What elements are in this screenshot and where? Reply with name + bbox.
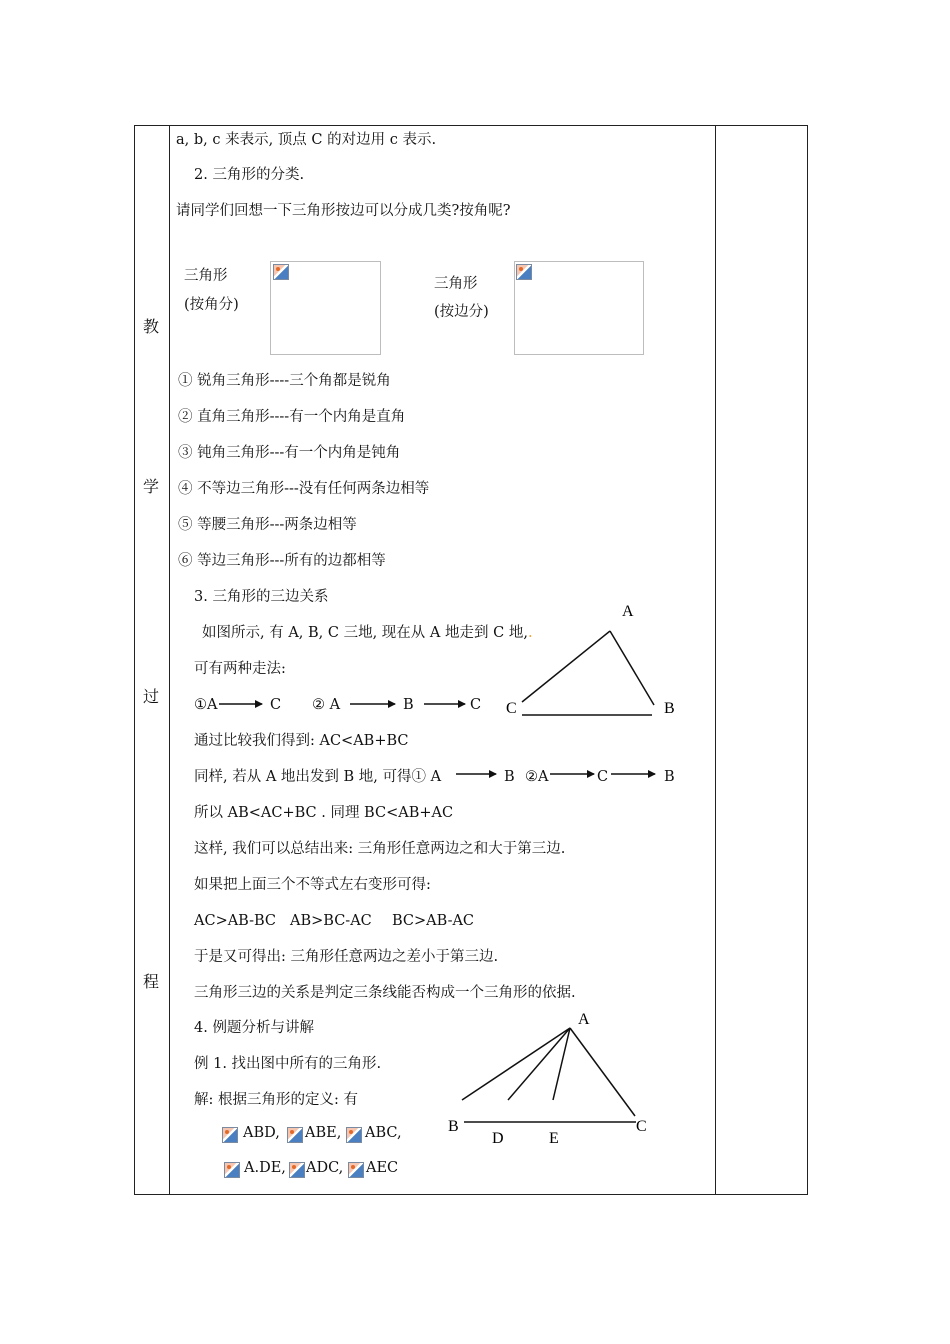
example-figure bbox=[440, 1008, 660, 1158]
paragraph: 所以 AB<AC+BC . 同理 BC<AB+AC bbox=[194, 805, 454, 821]
paragraph: 可有两种走法: bbox=[194, 661, 286, 677]
box-title: 三角形 bbox=[184, 268, 228, 284]
label-c: C bbox=[636, 1118, 647, 1135]
broken-image-icon bbox=[346, 1127, 362, 1143]
answer-triangle: ABE, bbox=[305, 1125, 342, 1141]
label-a: A bbox=[578, 1011, 590, 1028]
route-start: ② A bbox=[312, 697, 341, 713]
label-b: B bbox=[664, 700, 675, 717]
paragraph: 于是又可得出: 三角形任意两边之差小于第三边. bbox=[194, 949, 499, 965]
classification-item: ④ 不等边三角形---没有任何两条边相等 bbox=[178, 481, 430, 497]
classification-item: ⑥ 等边三角形---所有的边都相等 bbox=[178, 553, 386, 569]
box-subtitle: (按边分) bbox=[434, 304, 489, 320]
column-char-guo: 过 bbox=[143, 687, 160, 706]
route-end: C bbox=[470, 697, 482, 713]
triangle-figure bbox=[500, 598, 690, 724]
broken-image-icon bbox=[289, 1162, 305, 1178]
classification-item: ① 锐角三角形----三个角都是锐角 bbox=[178, 373, 391, 389]
classification-item: ② 直角三角形----有一个内角是直角 bbox=[178, 409, 406, 425]
label-b: B bbox=[448, 1118, 459, 1135]
segment-ab bbox=[462, 1028, 570, 1100]
section-heading-side-relation: 3. 三角形的三边关系 bbox=[194, 589, 329, 605]
label-d: D bbox=[492, 1130, 504, 1147]
broken-image-icon bbox=[348, 1162, 364, 1178]
broken-image-icon bbox=[287, 1127, 303, 1143]
route-start: ①A bbox=[194, 697, 218, 713]
answer-triangle: ABD, bbox=[243, 1125, 280, 1141]
inequality: AB>BC-AC bbox=[290, 913, 372, 929]
answer-triangle: ADC, bbox=[306, 1160, 344, 1176]
paragraph: 通过比较我们得到: AC<AB+BC bbox=[194, 733, 409, 749]
answer-triangle: A.DE, bbox=[244, 1160, 286, 1176]
column-char-xue: 学 bbox=[143, 477, 160, 496]
text-line: a, b, c 来表示, 顶点 C 的对边用 c 表示. bbox=[176, 132, 437, 148]
column-char-jiao: 教 bbox=[143, 317, 160, 336]
broken-image-icon bbox=[222, 1127, 238, 1143]
label-c: C bbox=[506, 700, 517, 717]
question-text: 请同学们回想一下三角形按边可以分成几类?按角呢? bbox=[176, 203, 511, 219]
route-mid: B bbox=[403, 697, 414, 713]
classification-item: ⑤ 等腰三角形---两条边相等 bbox=[178, 517, 357, 533]
paragraph: 同样, 若从 A 地出发到 B 地, 可得① A bbox=[194, 769, 442, 785]
paragraph: 如果把上面三个不等式左右变形可得: bbox=[194, 877, 431, 893]
paragraph: 这样, 我们可以总结出来: 三角形任意两边之和大于第三边. bbox=[194, 841, 566, 857]
route-start: ②A bbox=[525, 769, 549, 785]
label-a: A bbox=[622, 603, 634, 620]
route-end: B bbox=[664, 769, 675, 785]
label-e: E bbox=[549, 1130, 559, 1147]
route-end: C bbox=[270, 697, 282, 713]
section-heading-classification: 2. 三角形的分类. bbox=[194, 167, 305, 183]
inequality: BC>AB-AC bbox=[392, 913, 475, 929]
paragraph-text: 如图所示, 有 A, B, C 三地, 现在从 A 地走到 C 地, bbox=[202, 625, 528, 641]
answer-triangle: AEC bbox=[366, 1160, 399, 1176]
classification-item: ③ 钝角三角形---有一个内角是钝角 bbox=[178, 445, 401, 461]
example-question: 例 1. 找出图中所有的三角形. bbox=[194, 1056, 382, 1072]
box-title: 三角形 bbox=[434, 276, 478, 292]
example-answer: 解: 根据三角形的定义: 有 bbox=[194, 1092, 358, 1108]
paragraph: 三角形三边的关系是判定三条线能否构成一个三角形的依据. bbox=[194, 985, 576, 1001]
box-subtitle: (按角分) bbox=[184, 297, 239, 313]
side-ac bbox=[522, 631, 610, 702]
answer-triangle: ABC, bbox=[365, 1125, 402, 1141]
route-mid: C bbox=[597, 769, 609, 785]
route-end: B bbox=[504, 769, 515, 785]
column-char-cheng: 程 bbox=[143, 972, 160, 991]
orange-dot: . bbox=[527, 625, 533, 641]
broken-image-icon bbox=[224, 1162, 240, 1178]
segment-ac bbox=[570, 1028, 635, 1116]
section-heading-examples: 4. 例题分析与讲解 bbox=[194, 1020, 314, 1036]
inequality: AC>AB-BC bbox=[194, 913, 277, 929]
side-ab bbox=[610, 631, 654, 705]
